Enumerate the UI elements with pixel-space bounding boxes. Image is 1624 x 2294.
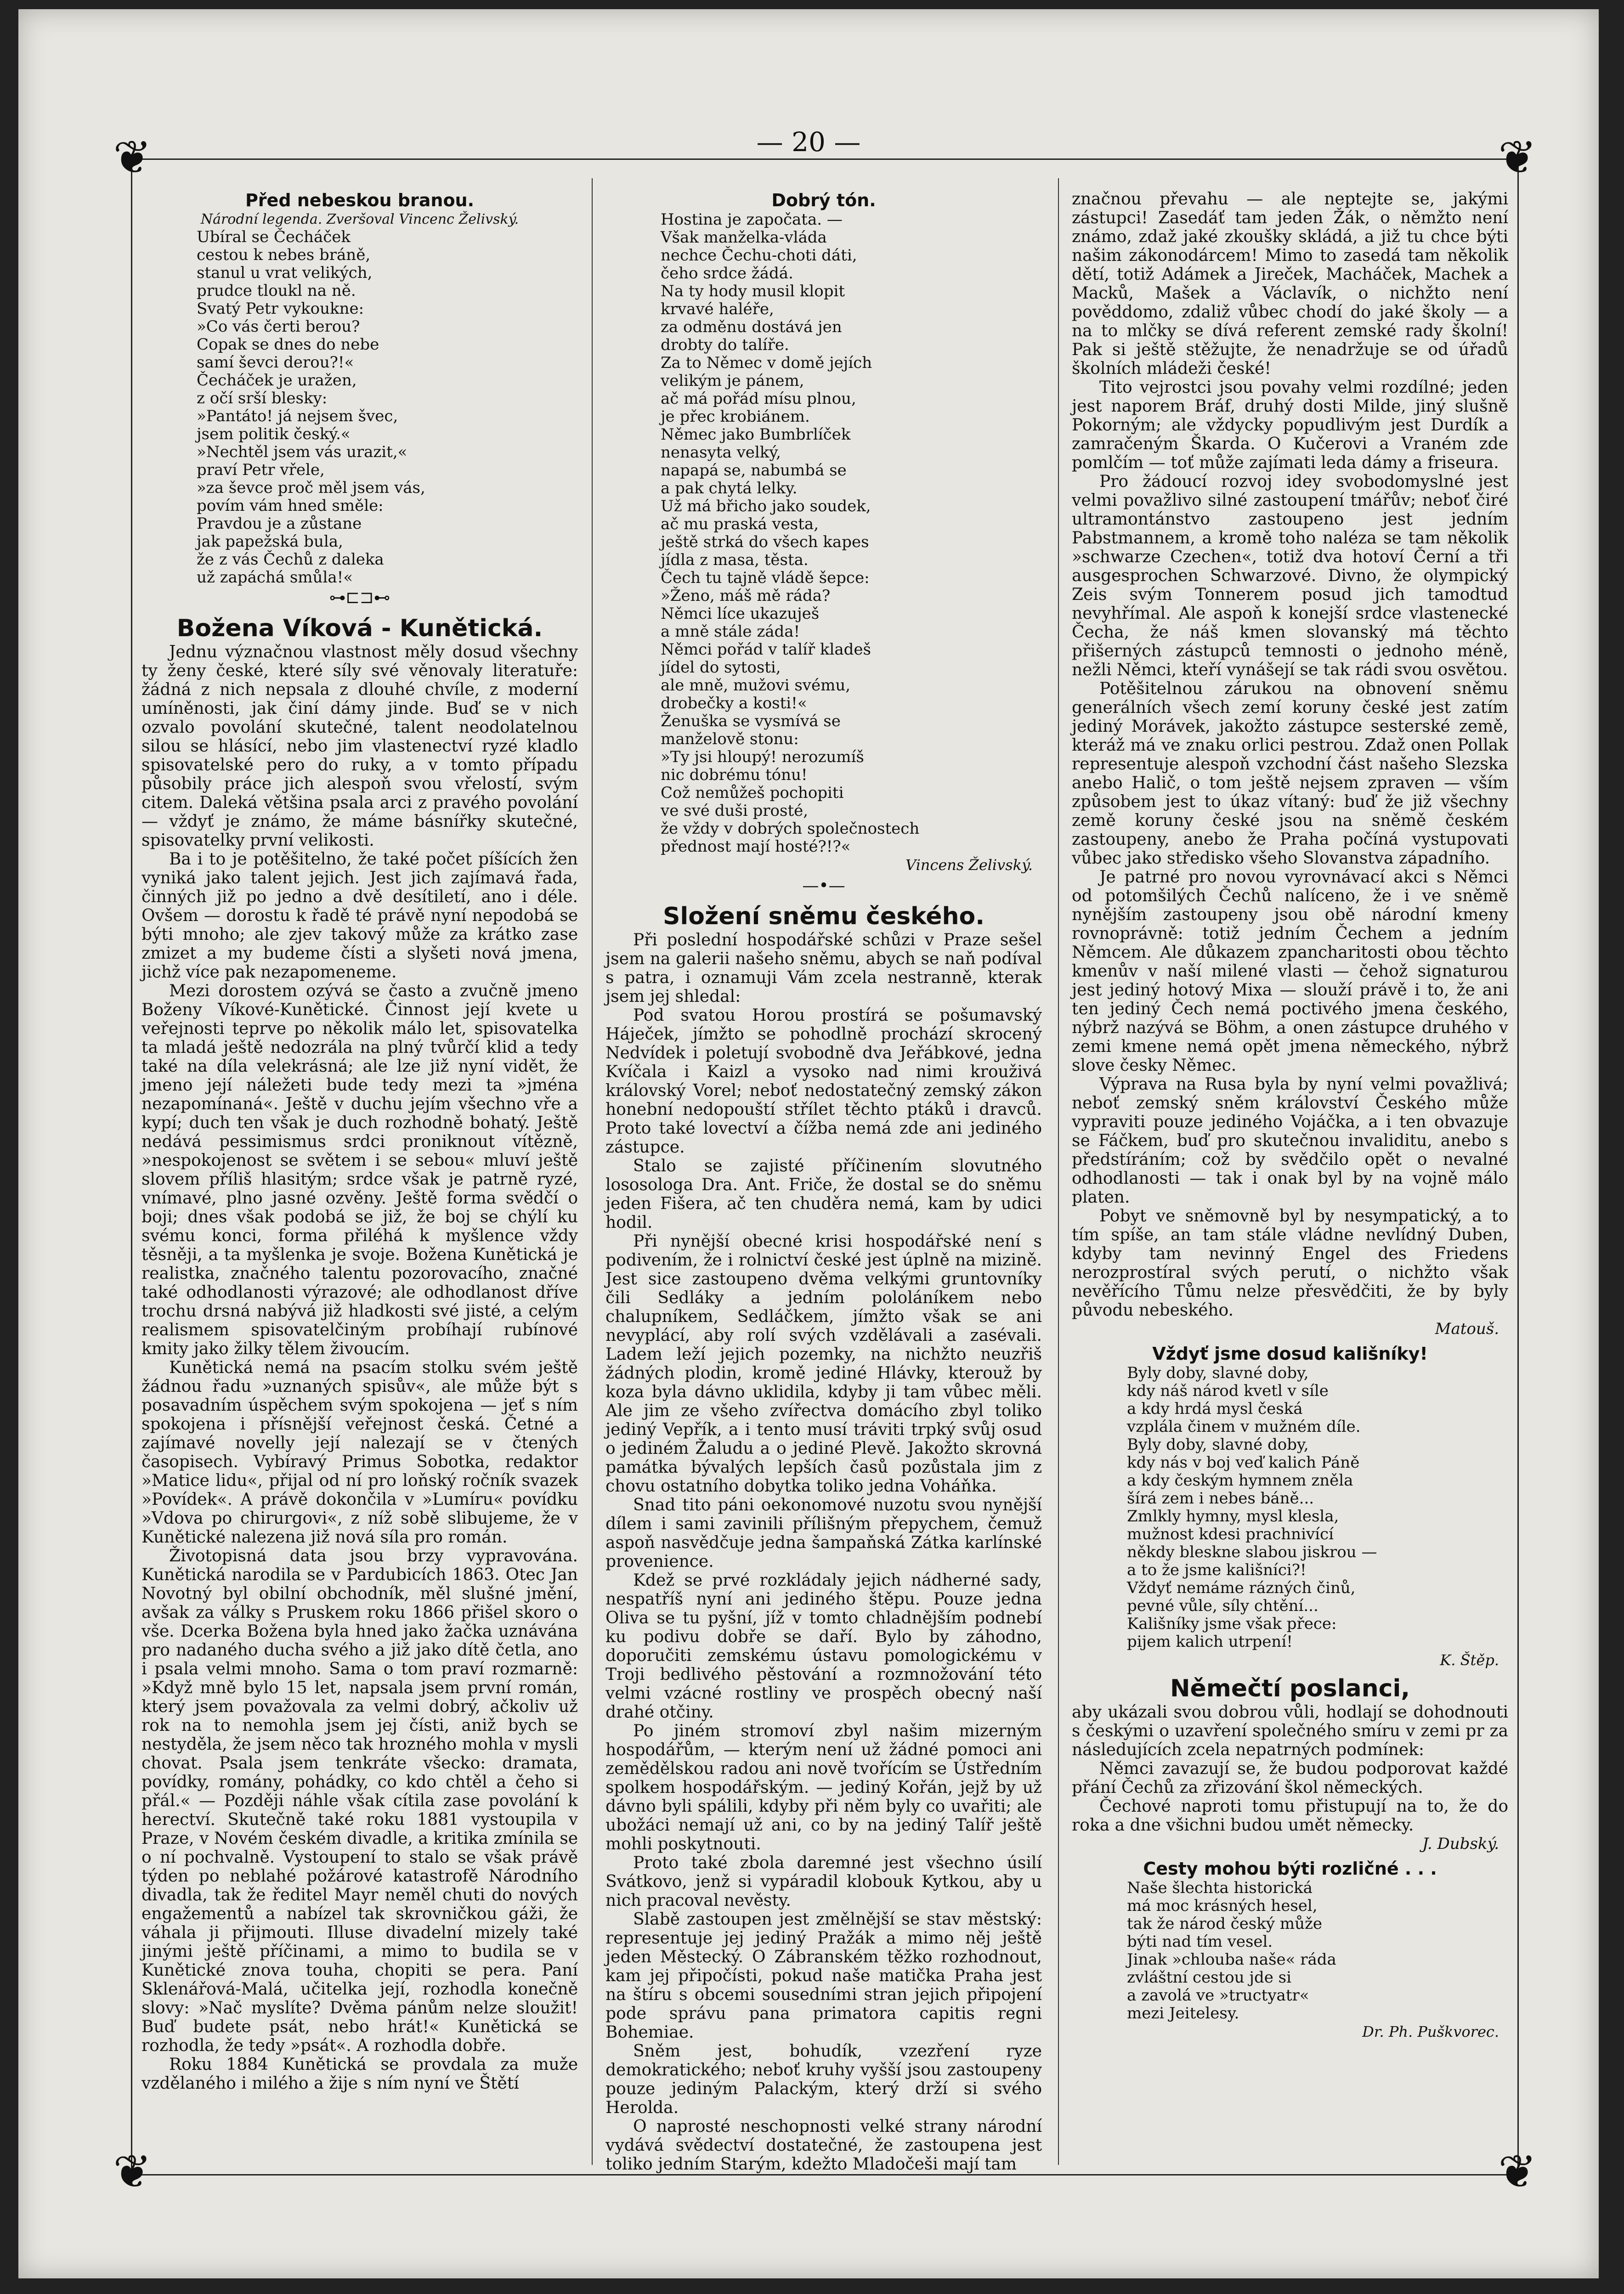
section-separator: —•— [802,876,845,895]
paragraph: Kunětická nemá na psacím stolku svém ještě žádnou řadu »uznaných spisův«, ale může být s posavadním úspěchem svým spokojena — jeť s ním spokojena i přísnější veřejnost česká. Četné a zajímavé novelly její nalezají se v čtených časopisech. Vybíravý Primus Sobotka, redaktor »Matice lidu«, přijal od ní pro loňský ročník svazek »Povídek«. A právě dokončila v »Lumíru« povídku »Vdova po chirurgovi«, z níž sobě slibujeme, že v Kunětické nalezena již nová síla pro román. [141,1358,578,1547]
paragraph: Mezi dorostem ozývá se často a zvučně jmeno Boženy Víkové-Kunětické. Činnost její kvete u veřejnosti teprve po několik málo let, spisovatelka ta mladá ještě nedozrála na plný tvůrčí klid a tedy také na díla velekrásná; ale lze již nyní vidět, že jmeno její náležeti bude tedy mezi ta »jména nezapomínaná«. Ještě v duchu jejím všechno vře a kypí; duch ten však je duch rozhodně bohatý. Ještě nedává pessimismus srdci proniknout vítězně, »nespokojenost se světem i se sebou« mluví ještě slovem příliš hlasitým; srdce však je patrně ryzé, vnímavé, plno jasné ozvěny. Ještě forma svědčí o boji; dnes však podobá se již, že boj se chýlí ku svému konci, forma přiléhá k myšlence vždy těsněji, a ta myšlenka je svoje. Božena Kunětická je realistka, značného talentu pozorovacího, značné také odhodlanosti výrazové; ale odhodlanost dříve trochu drsná nabývá již hladkosti své jisté, a celým realismem spisovatelčiným probíhají rubínové kmity jako žilky tělem živoucím. [141,982,578,1358]
paragraph: Potěšitelnou zárukou na obnovení sněmu generálních všech zemí koruny české jest zatím jediný Morávek, jakožto zástupce sesterské země, kteráž má ve znaku orlici pestrou. Zdaž onen Pollak representuje alespoň vzchodní část našeho Slezska anebo Halič, o tom ještě nejsem zpraven — vším způsobem jest to úkaz vítaný: buď že již všechny země koruny české jsou na sněmě českém zastoupeny, anebo že Praha počíná vystupovati vůbec jako středisko všeho Slovanstva západního. [1072,679,1508,868]
paragraph: Roku 1884 Kunětická se provdala za muže vzdělaného i milého a žije s ním nyní ve Štětí [141,2055,578,2093]
paragraph: aby ukázali svou dobrou vůli, hodlají se dohodnouti s českými o uzavření společného smíru v zemi pr za následujících zcela nepatrných podmínek: [1072,1703,1508,1759]
signature: Matouš. [1435,1320,1499,1338]
paragraph: značnou převahu — ale neptejte se, jakými zástupci! Zasedáť tam jeden Žák, o němžto není známo, zdaž jaké zkoušky skládá, a již tu chce býti našim zákonodárcem! Mimo to zasedá tam několik dětí, totiž Adámek a Jireček, Macháček, Machek a Macků, Mašek a Václavík, o nichžto není pověddomo, zdaliž vůbec chodí do jaké školy — a na to mlčky se dívá referent zemské rady školní! Pak si ještě stěžujte, že nenadržuje se od úřadů školních mládeži české! [1072,190,1508,378]
paragraph: Pod svatou Horou prostírá se pošumavský Háječek, jímžto se pohodlně prochází skrocený Nedvídek i poletují svobodně dva Jeřábkové, jedna Kvíčala i Kaizl a vysoko nad nimi krouživá královský Vorel; neboť nedostatečný zemský zákon honební nedopouští střílet těchto ptáků i dravců. Proto také lovectví a čížba nemá zde ani jediného zástupce. [605,1006,1042,1157]
poem-title: Vždyť jsme dosud kališníky! [1152,1344,1428,1364]
corner-ornament-icon: ❦ [1498,2145,1537,2198]
paragraph: Kdež se prvé rozkládaly jejich nádherné sady, nespatříš nyní ani jediného štěpu. Pouze jedna Oliva se tu pyšní, jíž v tomto chladnějším podnebí ku podivu dobře se daří. Bylo by záhodno, doporučiti zemskému ústavu pomologickému v Troji bedlivého pěstování a rozmnožování této velmi vzácné rostliny ve prospěch obecný naší drahé otčiny. [605,1571,1042,1722]
poem-title: Cesty mohou býti rozličné . . . [1143,1859,1437,1879]
column-1 [141,190,578,2156]
paragraph: Při poslední hospodářské schůzi v Praze sešel jsem na galerii našeho sněmu, abych se naň podíval s patra, i oznamuji Vám zcela nestranně, kterak jsem jej shledal: [605,931,1042,1006]
newspaper-page [18,9,1599,2278]
poem-author: K. Štěp. [1440,1651,1499,1669]
column-2 [605,190,1042,2174]
poem-text: Ubíral se Čecháček cestou k nebes bráně, stanul u vrat velikých, prudce tloukl na ně. Svatý Petr vykoukne: »Co vás čerti berou? Copak se dnes do nebe samí ševci derou?!« Čecháček je uražen, z očí srší blesky: »Pantáto! já nejsem švec, jsem politik český.« »Nechtěl jsem vás urazit,« praví Petr vřele, »za ševce proč měl jsem vás, povím vám hned směle: Pravdou je a zůstane jak papežská bula, že z vás Čechů z daleka už zapáchá smůla!« [197,228,425,587]
page-number: — 20 — [756,126,861,158]
paragraph: Je patrné pro novou vyrovnávací akci s Němci od potomšilých Čechů nalíceno, že i ve sněmě nynějším zastoupeny jsou obě národní kmeny rovnoprávně: totiž jedním Čechem a jedním Němcem. Ale důkazem zpancharitosti obou těchto kmenův v naší milené vlasti — čehož signaturou jest jediný hotový Mixa — slouží právě i to, že ani ten jediný Čech nemá poctivého jmena českého, nýbrž nazývá se Böhm, a onen zástupce druhého v zemi kmene nemá opět jmena německého, nýbrž slove česky Němec. [1072,868,1508,1075]
paragraph: Stalo se zajisté příčinením slovutného lososologa Dra. Ant. Friče, že dostal se do sněmu jeden Fišera, ač ten chuděra nemá, kam by udici hodil. [605,1157,1042,1232]
article-title: Složení sněmu českého. [662,903,985,930]
column-divider [592,178,593,2165]
corner-ornament-icon: ❦ [113,2145,152,2198]
paragraph: Výprava na Rusa byla by nyní velmi považlivá; neboť zemský sněm království Českého může vypraviti pouze jediného Vojáčka, a i ten obvazuje se Fáčkem, buď pro skutečnou invaliditu, anebo s předstíráním; což by svědčilo opět o nevalné odhodlanosti — tak i onak byl by na vojně málo platen. [1072,1075,1508,1207]
article-title: Němečtí poslanci, [1170,1675,1410,1702]
paragraph: Ba i to je potěšitelno, že také počet píšících žen vyniká jako talent jejich. Jest jich zajímavá řada, činných již po jedno a dvě desítiletí, ano i déle. Ovšem — dorostu k řadě té právě nyní nepodobá se býti mnoho; ale zjev takový může za krátko zase zmizet a my budeme čísti a slyšeti nová jmena, jichž více pak nezapomeneme. [141,850,578,982]
section-separator: ⊶⊏⊐⊷ [329,588,390,607]
paragraph: Čechové naproti tomu přistupují na to, že do roka a dne všichni budou umět německy. [1072,1797,1508,1835]
poem-text: Hostina je započata. — Však manželka-vláda nechce Čechu-choti dáti, čeho srdce žádá. Na ty hody musil klopit krvavé haléře, za odměnu dostává jen drobty do talíře. Za to Němec v domě jejích velikým je pánem, ač má pořád mísu plnou, je přec krobiánem. Němec jako Bumbrlíček nenasyta velký, napapá se, nabumbá se a pak chytá lelky. Už má břicho jako soudek, ač mu praská vesta, ještě strká do všech kapes jídla z masa, těsta. Čech tu tajně vládě šepce: »Ženo, máš mě ráda? Němci líce ukazuješ a mně stále záda! Němci pořád v talíř kladeš jídel do sytosti, ale mně, mužovi svému, drobečky a kosti!« Ženuška se vysmívá se manželově stonu: »Ty jsi hloupý! nerozumíš nic dobrému tónu! Což nemůžeš pochopiti ve své duši prosté, že vždy v dobrých společnostech přednost mají hosté?!?« [661,210,920,856]
paragraph: Jednu význačnou vlastnost měly dosud všechny ty ženy české, které síly své věnovaly literatuře: žádná z nich nepsala z dlouhé chvíle, z moderní umíněnosti, jak činí dámy jinde. Buď se v nich ozvalo povolání skutečné, talent neodolatelnou silou se hlásící, nebo jim vlastenectví ryzé kladlo spisovatelské pero do ruky, a v tomto případu působily práce jich alespoň svou vřelostí, svým citem. Daleká většina psala arci z pravého povolání — vždyť je známo, že máme básnířky skutečné, spisovatelky první velikosti. [141,643,578,850]
poem-title: Dobrý tón. [771,190,876,210]
column-divider [1058,178,1059,2165]
paragraph: Po jiném stromoví zbyl našim mizerným hospodářům, — kterým není už žádné pomoci ani zemědělskou radou ani nově tvořícím se Ústředním spolkem hospodářským. — jediný Kořán, jejž by už dávno byli spálili, kdyby při něm byly co uvařiti; ale ubožáci nemají už ani, co by na jediný Talíř ještě mohli poskytnouti. [605,1722,1042,1853]
poem-author: Dr. Ph. Puškvorec. [1362,2023,1499,2040]
paragraph: Pobyt ve sněmovně byl by nesympatický, a to tím spíše, an tam stále vládne nevlídný Duben, kdyby tam nevinný Engel des Friedens nerozprostíral svých perutí, o nichžto však nevěřícího Tůmu nelze přesvědčiti, že by byly původu nebeského. [1072,1207,1508,1320]
poem-text: Naše šlechta historická má moc krásných hesel, tak že národ český může býti nad tím vesel. Jinak »chlouba naše« ráda zvláštní cestou jde si a zavolá ve »tructyatr« mezi Jeitelesy. [1127,1879,1336,2023]
column-3 [1072,190,1508,2156]
paragraph: Slabě zastoupen jest změlnější se stav městský: representuje jej jediný Pražák a mimo něj ještě jeden Městecký. O Zábranském těžko rozhodnout, kam jej připočísti, pokud naše matička Praha jest na štíru s obcemi sousedními stran jejich připojení pode správu pana primatora capitis regni Bohemiae. [605,1910,1042,2042]
paragraph: Životopisná data jsou brzy vypravována. Kunětická narodila se v Pardubicích 1863. Otec Jan Novotný byl obilní obchodník, měl slušné jmění, avšak za války s Pruskem roku 1866 přišel skoro o vše. Dcerka Božena byla hned jako žačka uznávána pro nadaného ducha svého a již jako dítě četla, ano i psala velmi mnoho. Sama o tom praví rozmarně: »Když mně bylo 15 let, napsala jsem první román, který jsem považovala za velmi dobrý, ačkoliv už rok na to nemohla jsem jej čísti, aniž bych se nestyděla, že jsem něco tak hrozného mohla v mysli chovat. Psala jsem tenkráte všecko: dramata, povídky, romány, pohádky, co kdo chtěl a čeho si přál.« — Později náhle však cítila zase povolání k herectví. Skutečně také roku 1881 vystoupila v Praze, v Novém českém divadle, a kritika zmínila se o ní pochvalně. Vystoupení to stalo se však právě týden po neblahé požárové katastrofě Národního divadla, tak že ředitel Mayr neměl chuti do nových engažementů a nabízel tak skrovničkou gáži, že váhala ji přijmouti. Illuse divadelní mizely také jinými ještě příčinami, a mimo to budila se v Kunětické znova touha, chopiti se pera. Paní Sklenářová-Malá, učitelka její, rozhodla konečně slovy: »Nač myslíte? Dvěma pánům nelze sloužit! Buď budete psát, nebo hrát!« Kunětická se rozhodla, že tedy »psát«. A rozhodla dobře. [141,1547,578,2055]
corner-ornament-icon: ❦ [1498,130,1537,184]
paragraph: O naprosté neschopnosti velké strany národní vydává svědectví dostatečné, že zastoupena jest toliko jedním Starým, kdežto Mladočeši mají tam [605,2117,1042,2174]
article-title: Božena Víková - Kunětická. [176,615,543,642]
paragraph: Snad tito páni oekonomové nuzotu svou nynější dílem i sami zavinili přílišným přepychem, čemuž aspoň nasvědčuje jedna šampaňská Zátka karlínské provenience. [605,1496,1042,1571]
poem-subtitle: Národní legenda. Zveršoval Vincenc Želivský. [200,211,519,227]
poem-text: Byly doby, slavné doby, kdy náš národ kvetl v síle a kdy hrdá mysl česká vzplála činem v mužném díle. Byly doby, slavné doby, kdy nás v boj veď kalich Páně a kdy českým hymnem zněla šírá zem i nebes báně... Zmlkly hymny, mysl klesla, mužnost kdesi prachnivící někdy bleskne slabou jiskrou — a to že jsme kališníci?! Vždyť nemáme rázných činů, pevné vůle, síly chtění... Kališníky jsme však přece: pijem kalich utrpení! [1127,1364,1377,1651]
paragraph: Němci zavazují se, že budou podporovat každé přání Čechů za zřizování škol německých. [1072,1759,1508,1797]
poem-author: Vincens Želivský. [905,856,1033,874]
poem-title: Před nebeskou branou. [245,190,475,210]
paragraph: Tito vejrostci jsou povahy velmi rozdílné; jeden jest naporem Bráf, druhý dosti Milde, jiný slušně Pokorným; ale vždycky popudlivým jest Durdík a zamračeným Škarda. O Kučerovi a Vraném zde pomlčím — toť může zajímati leda dámy a friseura. [1072,378,1508,472]
paragraph: Sněm jest, bohudík, vzezření ryze demokratického; neboť kruhy vyšší jsou zastoupeny pouze jediným Palackým, který drží si svého Herolda. [605,2042,1042,2117]
paragraph: Pro žádoucí rozvoj idey svobodomyslné jest velmi považlivo silné zastoupení tmářův; neboť čiré ultramontánstvo zastoupeno jest jedním Pabstmannem, a kromě toho naléza se tam několik »schwarze Czechen«, totiž dva hotoví Černí a tři ausgesprochen Schwarzové. Divno, že olympický Zeis svým Tonnerem posud jich tamodtud nevyhřímal. Ale aspoň k konejší srdce vlastenecké Čecha, že náš kmen slovanský má těchto přišerných zástupců temnosti o jednoho méně, nežli Němci, kteří vynášejí se tak rádi svou osvětou. [1072,472,1508,679]
signature: J. Dubský. [1422,1835,1499,1853]
paragraph: Při nynější obecné krisi hospodářské není s podivením, že i rolnictví české jest úplně na mizině. Jest sice zastoupeno dvěma velkými gruntovníky čili Sedláky a jedním pololáníkem nebo chalupníkem, Sedláčkem, jímžto však se ani nevyplácí, aby rolí svých vzdělávali a zasévali. Ladem leží jejich pozemky, na nichžto neuzřiš žádných plodin, kromě jediné Hlávky, kterouž by koza byla dávno uklidila, kdyby ji tam vůbec měli. Ale jim ze všeho zvířectva domácího zbyl toliko jediný Vepřík, a i tento musí tráviti trpký svůj osud o jediném Žaludu a o jediné Plevě. Jakožto skrovná památka bývalých lepších časů pozůstala jim z chovu ostatního dobytka toliko jedna Voháňka. [605,1232,1042,1496]
corner-ornament-icon: ❦ [113,130,152,184]
paragraph: Proto také zbola daremné jest všechno úsilí Svátkovo, jenž si vypáradil klobouk Kytkou, aby u nich pracoval nevěsty. [605,1853,1042,1910]
